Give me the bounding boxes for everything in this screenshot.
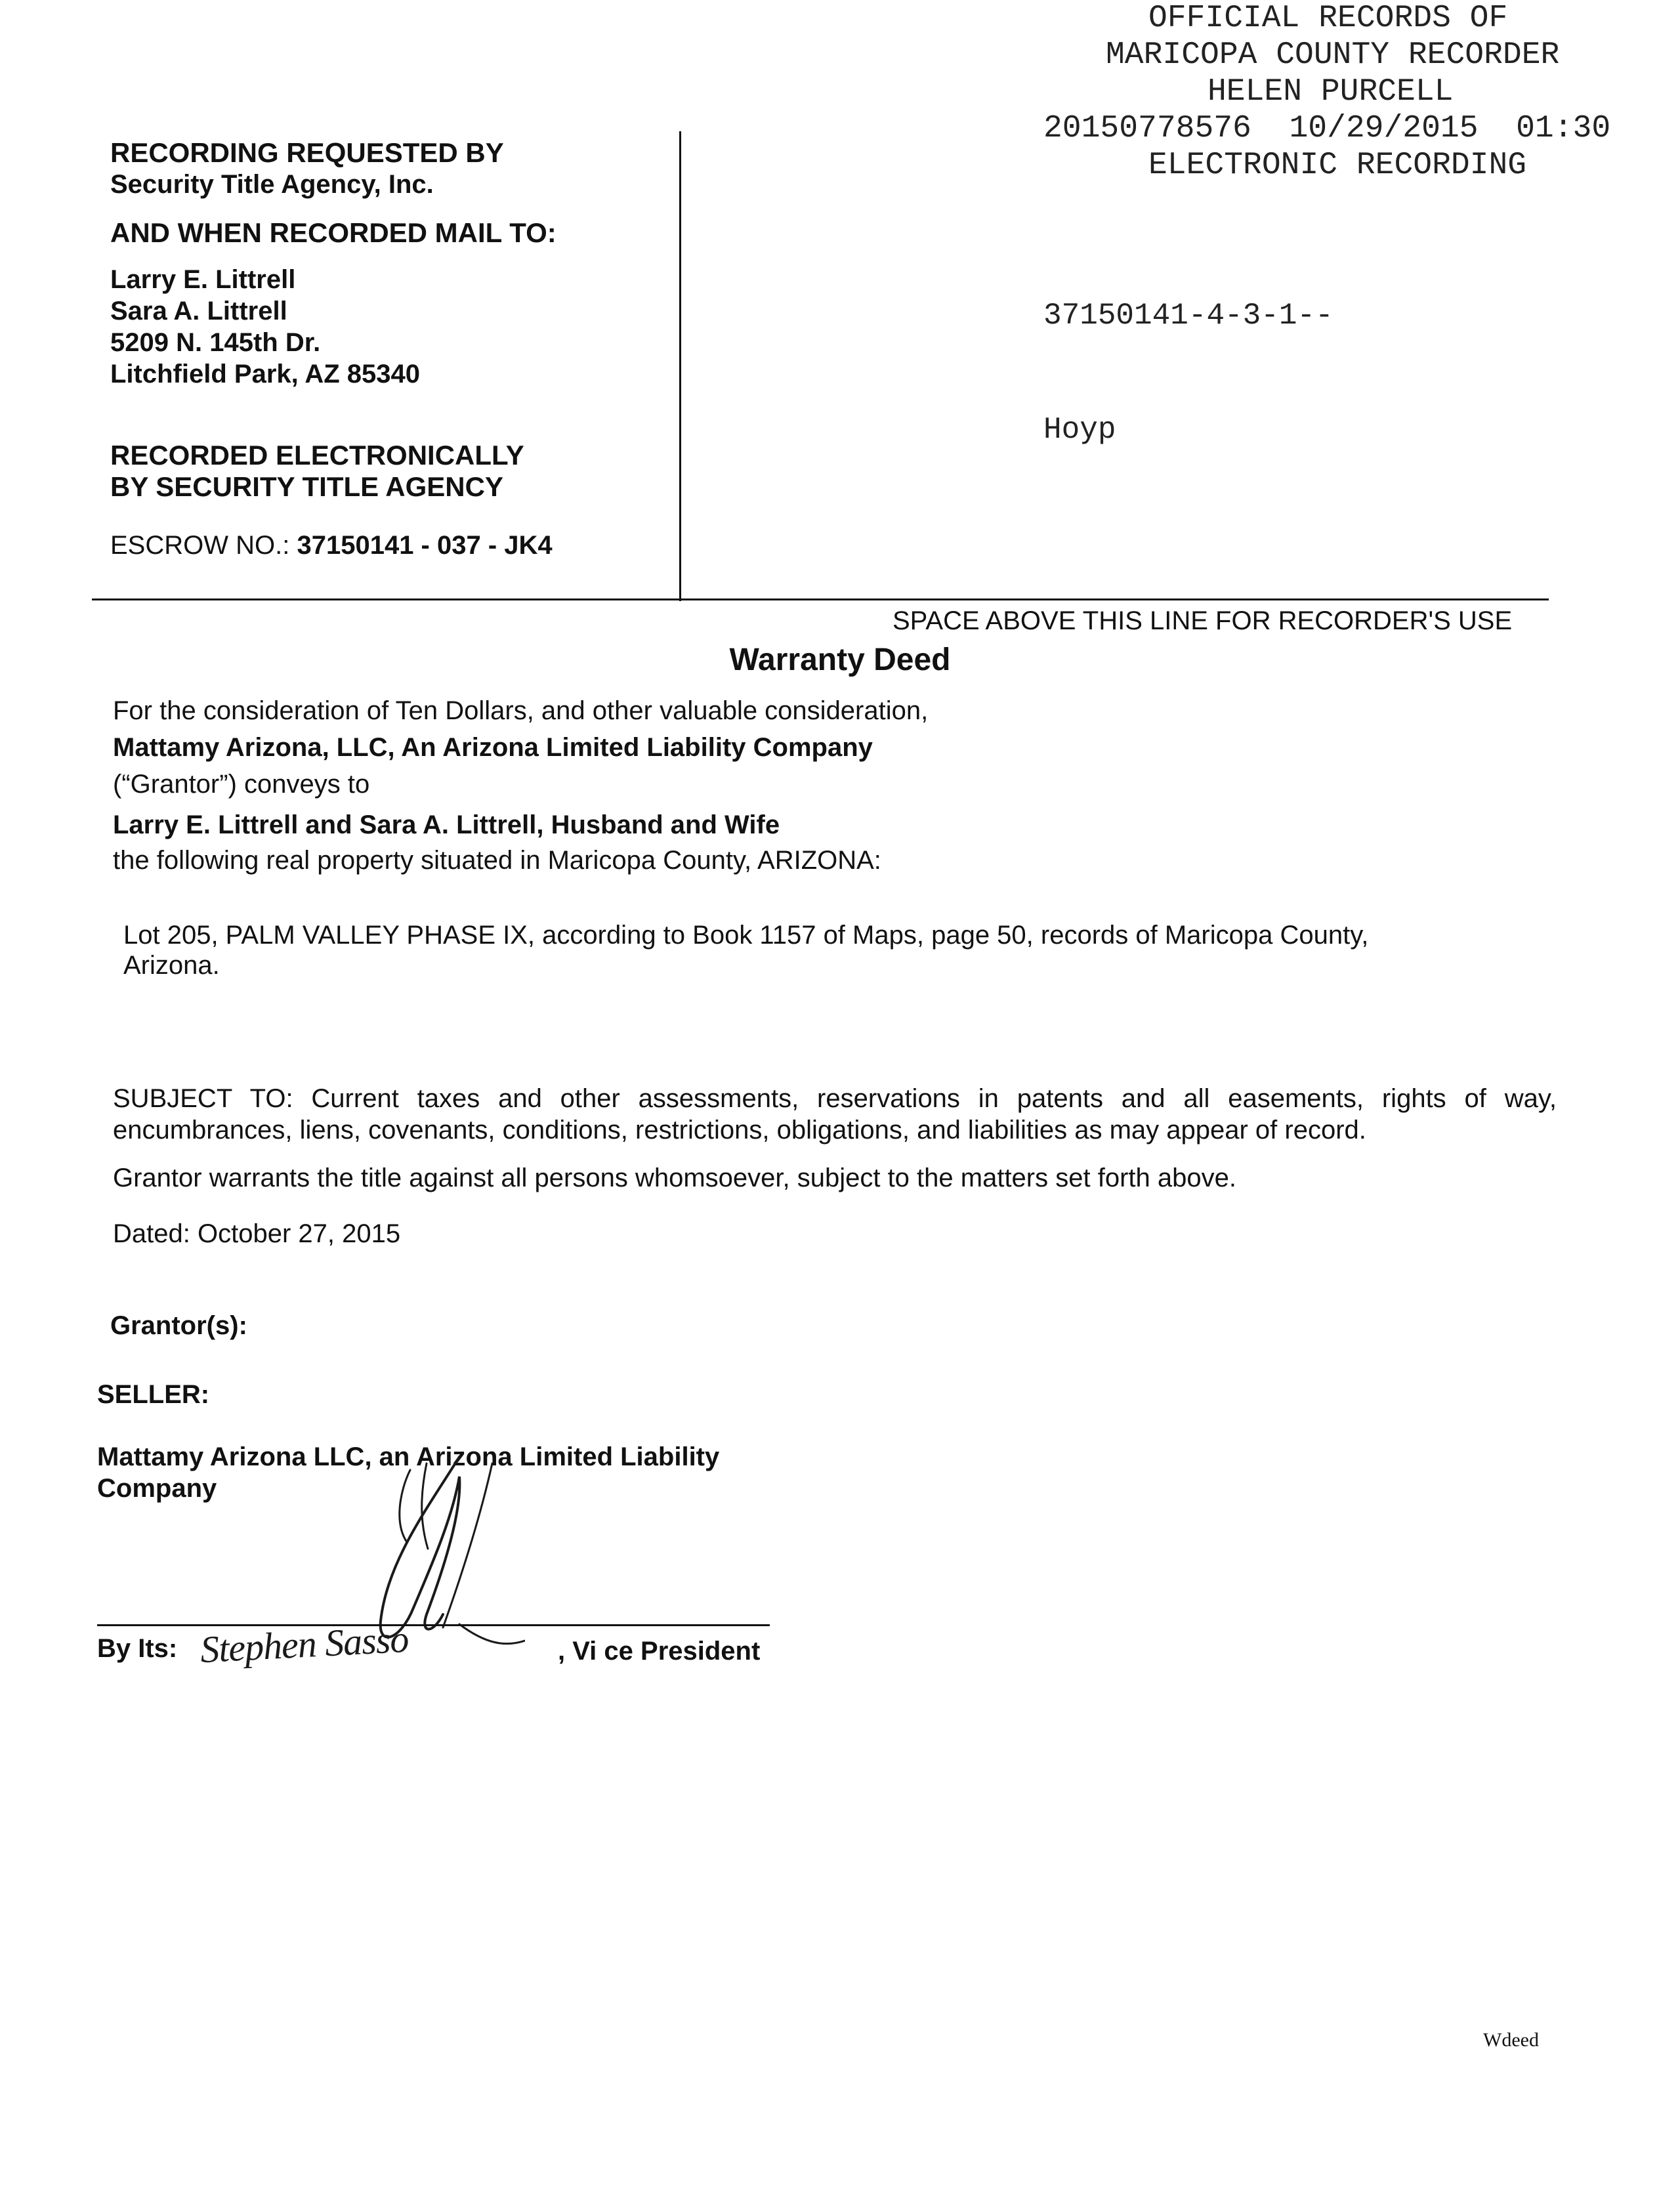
- stamp-line: MARICOPA COUNTY RECORDER: [1106, 37, 1560, 73]
- stamp-recording-number: 20150778576 10/29/2015 01:30: [1043, 111, 1611, 146]
- requested-by: Security Title Agency, Inc.: [110, 170, 434, 199]
- mail-street: 5209 N. 145th Dr.: [110, 328, 321, 357]
- space-above-note: SPACE ABOVE THIS LINE FOR RECORDER'S USE: [892, 606, 1513, 635]
- recorder-stamp: [1024, 0, 1667, 184]
- dated-value: October 27, 2015: [197, 1219, 401, 1248]
- property-intro: the following real property situated in Maricopa County, ARIZONA:: [113, 846, 881, 875]
- form-code: Wdeed: [1483, 2029, 1539, 2051]
- recorded-line: RECORDED ELECTRONICALLY: [110, 440, 524, 471]
- escrow-label: ESCROW NO.:: [110, 531, 290, 560]
- mail-name: Sara A. Littrell: [110, 297, 287, 326]
- recorder-space-line: [92, 598, 1549, 600]
- entity-line: Mattamy Arizona LLC, an Arizona Limited Liability: [97, 1442, 720, 1471]
- grantor-name: Mattamy Arizona, LLC, An Arizona Limited Liability Company: [113, 733, 873, 762]
- stamp-line: OFFICIAL RECORDS OF: [1148, 1, 1508, 36]
- mail-to-address: [110, 264, 420, 390]
- warranty-clause: Grantor warrants the title against all persons whomsoever, subject to the matters set forth above.: [113, 1164, 1236, 1192]
- mail-to-label: AND WHEN RECORDED MAIL TO:: [110, 217, 556, 248]
- recorded-electronically: [110, 440, 524, 503]
- stamp-reference: [1043, 220, 1334, 487]
- consideration-text: For the consideration of Ten Dollars, and other valuable consideration,: [113, 696, 929, 725]
- legal-line: Arizona.: [123, 951, 220, 980]
- mail-city: Litchfield Park, AZ 85340: [110, 360, 421, 388]
- header-divider-vertical: [679, 131, 681, 601]
- conveys-text: (“Grantor”) conveys to: [113, 770, 370, 799]
- by-its-label: By Its:: [97, 1634, 178, 1663]
- grantors-label: Grantor(s):: [110, 1311, 247, 1340]
- subject-to-clause: SUBJECT TO: Current taxes and other assessments, reservations in patents and all easements, rights of way, encumbrances, liens, covenants, conditions, restrictions, obligations, and liabilities as may appear of record.: [113, 1084, 1557, 1144]
- entity-line: Company: [97, 1474, 217, 1503]
- stamp-line: HELEN PURCELL: [1208, 74, 1454, 110]
- seller-label: SELLER:: [97, 1380, 210, 1409]
- dated-label: Dated:: [113, 1219, 190, 1248]
- requested-by-label: RECORDING REQUESTED BY: [110, 137, 504, 168]
- escrow-number: 37150141 - 037 - JK4: [297, 531, 553, 560]
- recorded-line: BY SECURITY TITLE AGENCY: [110, 471, 503, 502]
- stamp-line: ELECTRONIC RECORDING: [1148, 148, 1527, 183]
- legal-line: Lot 205, PALM VALLEY PHASE IX, according to Book 1157 of Maps, page 50, records of Maricopa County,: [123, 921, 1369, 950]
- stamp-ref-number: 37150141-4-3-1--: [1043, 299, 1334, 333]
- escrow: [110, 529, 553, 562]
- legal-description: [123, 920, 1469, 980]
- page-title: Warranty Deed: [729, 642, 951, 677]
- signer-title: , Vi ce President: [558, 1637, 761, 1666]
- signature-line: [97, 1624, 770, 1626]
- signer-handwritten-name: Stephen Sasso: [199, 1617, 410, 1671]
- stamp-ref-code: Hoyp: [1043, 413, 1116, 447]
- grantee-name: Larry E. Littrell and Sara A. Littrell, Husband and Wife: [113, 810, 780, 839]
- mail-name: Larry E. Littrell: [110, 265, 296, 294]
- dated-line: [113, 1217, 400, 1250]
